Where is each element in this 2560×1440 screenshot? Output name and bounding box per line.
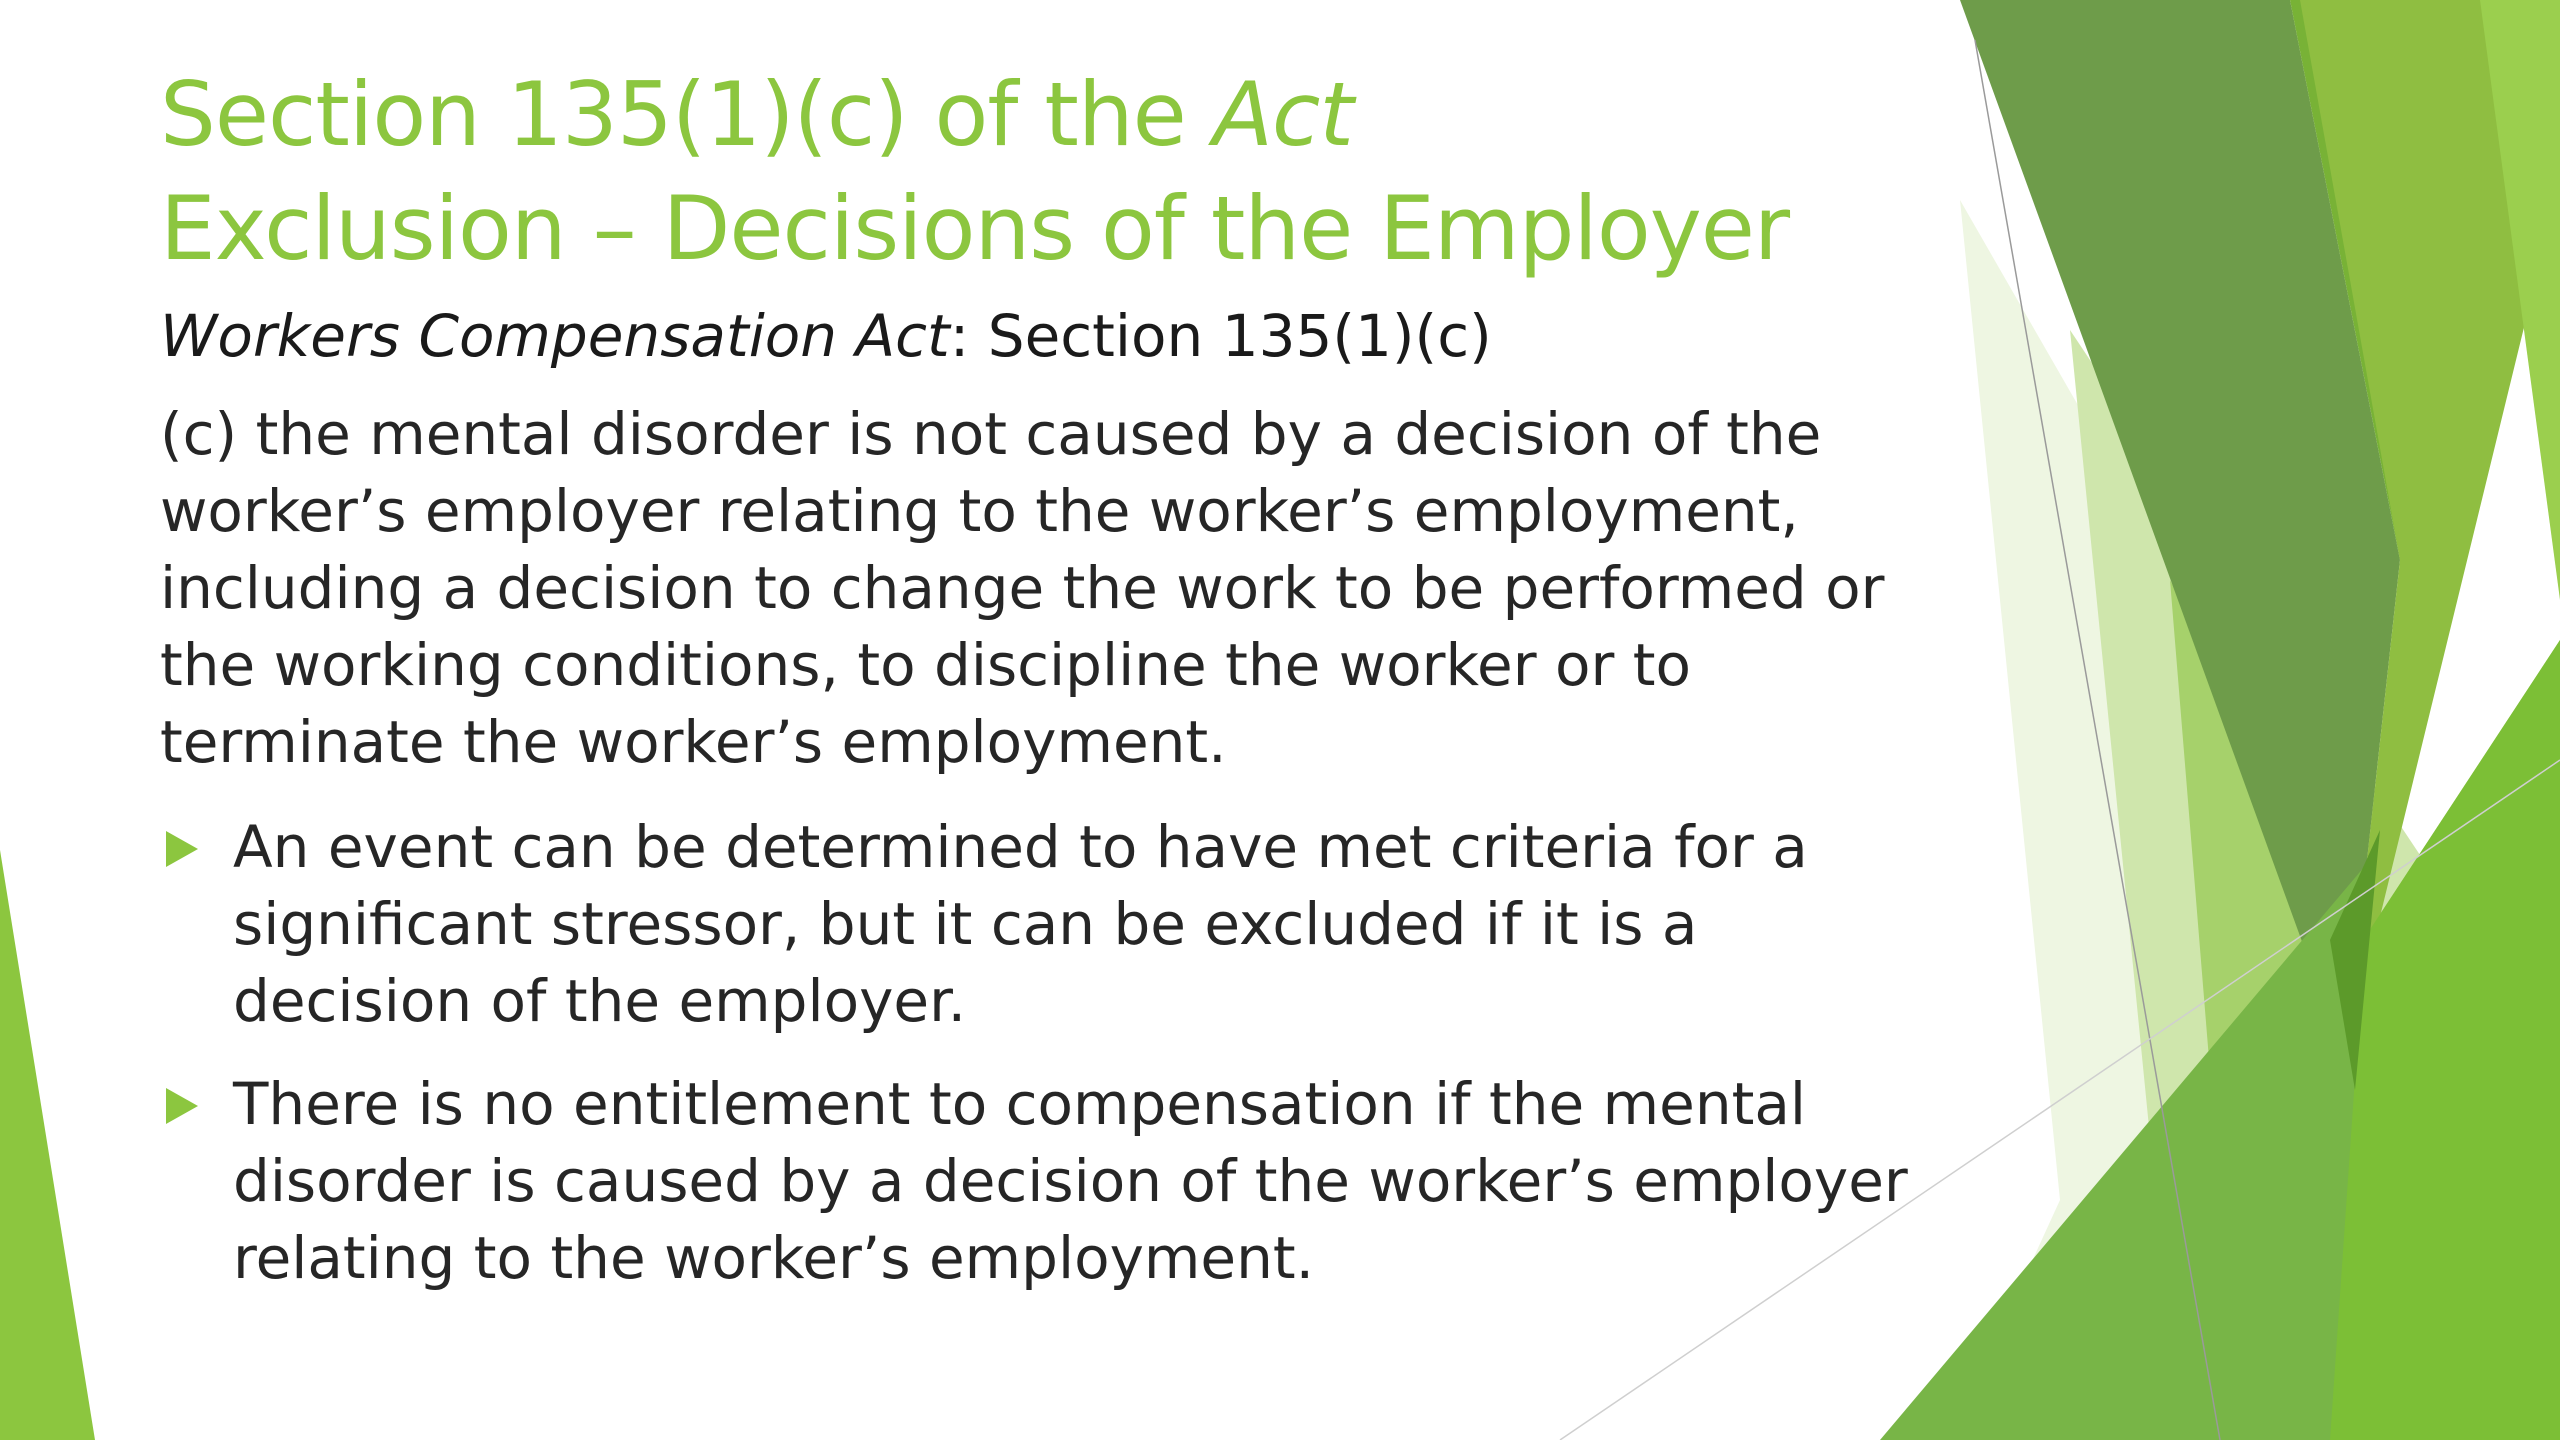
bullet-line: disorder is caused by a decision of the worker’s employer	[233, 1147, 1908, 1215]
statute-quote	[160, 396, 1920, 781]
quote-line: (c) the mental disorder is not caused by a decision of the	[160, 400, 1822, 468]
quote-line: including a decision to change the work to be performed or	[160, 554, 1885, 622]
quote-line: the working conditions, to discipline the worker or to	[160, 631, 1691, 699]
act-name: Workers Compensation Act	[160, 302, 950, 370]
title-line-1	[160, 58, 1920, 172]
left-green-sliver	[0, 850, 95, 1440]
bullet-item	[160, 1066, 1920, 1297]
bullet-line: significant stressor, but it can be excluded if it is a	[233, 890, 1698, 958]
triangle-bullet-icon	[166, 1088, 198, 1124]
triangle-bullet-icon	[166, 831, 198, 867]
act-section: : Section 135(1)(c)	[949, 302, 1492, 370]
bullet-line: An event can be determined to have met criteria for a	[233, 813, 1808, 881]
act-citation	[160, 298, 1920, 374]
bullet-line: There is no entitlement to compensation if the mental	[233, 1070, 1806, 1138]
bullet-line: relating to the worker’s employment.	[233, 1224, 1315, 1292]
title-line-1-italic: Act	[1212, 63, 1353, 166]
quote-line: worker’s employer relating to the worker’s employment,	[160, 477, 1799, 545]
quote-line: terminate the worker’s employment.	[160, 708, 1227, 776]
slide-title	[160, 58, 1920, 286]
bullet-list	[160, 809, 1920, 1297]
bullet-line: decision of the employer.	[233, 967, 967, 1035]
bullet-item	[160, 809, 1920, 1040]
title-line-2: Exclusion – Decisions of the Employer	[160, 177, 1790, 280]
slide-content	[160, 58, 1920, 1323]
title-line-1-prefix: Section 135(1)(c) of the	[160, 63, 1213, 166]
